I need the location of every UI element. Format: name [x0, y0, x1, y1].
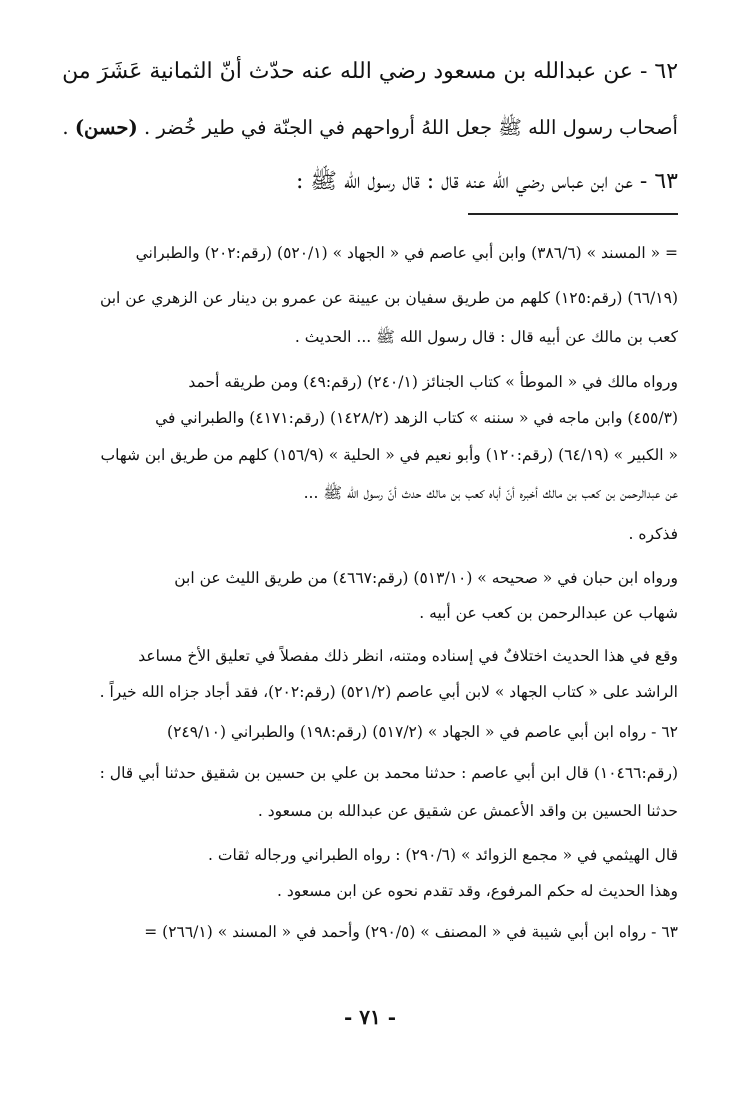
- hadith-62-text: أصحاب رسول الله ﷺ جعل اللهُ أرواحهم في الجنّة في طير خُضر .: [143, 116, 678, 139]
- hadith-62-line-2: [62, 108, 678, 148]
- footnote-line: الراشد على « كتاب الجهاد » لابن أبي عاصم (٥٢١/٢) (رقم:٢٠٢)، فقد أجاد جزاه الله خيراً .: [99, 683, 678, 701]
- footnote-line: (٤٥٥/٣) وابن ماجه في « سننه » كتاب الزهد (١٤٢٨/٢) (رقم:٤١٧١) والطبراني في: [155, 409, 678, 427]
- hadith-63-line-1: ٦٣ - عن ابن عباس رضي الله عنه قال : قال رسول الله ﷺ :: [296, 169, 678, 194]
- footnote-line: ورواه ابن حبان في « صحيحه » (٥١٣/١٠) (رقم:٤٦٦٧) من طريق الليث عن ابن: [174, 569, 678, 587]
- hadith-grade: (حسن): [74, 116, 138, 139]
- footnote-line: شهاب عن عبدالرحمن بن كعب عن أبيه .: [419, 604, 678, 622]
- footnote-line: وقع في هذا الحديث اختلافٌ في إسناده ومتنه، انظر ذلك مفصلاً في تعليق الأخ مساعد: [138, 647, 678, 665]
- footnote-line: = « المسند » (٣٨٦/٦) وابن أبي عاصم في « الجهاد » (٥٢٠/١) (رقم:٢٠٢) والطبراني: [135, 244, 678, 262]
- footnote-line: (رقم:١٠٤٦٦) قال ابن أبي عاصم : حدثنا محمد بن علي بن حسين بن شقيق حدثنا أبي قال :: [99, 764, 678, 782]
- footnote-line: ٦٣ - رواه ابن أبي شيبة في « المصنف » (٢٩٠/٥) وأحمد في « المسند » (٢٦٦/١) =: [144, 923, 678, 941]
- footnote-line: (٦٦/١٩) (رقم:١٢٥) كلهم من طريق سفيان بن عيينة عن عمرو بن دينار عن الزهري عن ابن: [99, 289, 678, 307]
- footnote-line: وهذا الحديث له حكم المرفوع، وقد تقدم نحوه عن ابن مسعود .: [277, 882, 678, 900]
- footnote-line: فذكره .: [628, 525, 678, 543]
- footnote-divider: [468, 213, 678, 215]
- page-number: - ٧١ -: [343, 1005, 396, 1029]
- hadith-62-end: .: [62, 116, 69, 139]
- footnote-line: حدثنا الحسين بن واقد الأعمش عن شقيق عن عبدالله بن مسعود .: [257, 802, 678, 820]
- footnote-line: قال الهيثمي في « مجمع الزوائد » (٢٩٠/٦) : رواه الطبراني ورجاله ثقات .: [208, 846, 678, 864]
- hadith-62-line-1: ٦٢ - عن عبدالله بن مسعود رضي الله عنه حدّث أنّ الثمانية عَشَرَ من: [62, 59, 678, 84]
- footnote-line: ورواه مالك في « الموطأ » كتاب الجنائز (٢٤٠/١) (رقم:٤٩) ومن طريقه أحمد: [188, 373, 678, 391]
- footnote-line: « الكبير » (٦٤/١٩) (رقم:١٢٠) وأبو نعيم في « الحلية » (١٥٦/٩) كلهم من طريق ابن شهاب: [100, 446, 678, 464]
- footnote-line: ٦٢ - رواه ابن أبي عاصم في « الجهاد » (٥١٧/٢) (رقم:١٩٨) والطبراني (٢٤٩/١٠): [167, 723, 678, 741]
- footnote-line: عن عبدالرحمن بن كعب بن مالك أخبره أنّ أباه كعب بن مالك حدث أنّ رسول الله ﷺ ...: [303, 484, 678, 502]
- footnote-line: كعب بن مالك عن أبيه قال : قال رسول الله ﷺ ... الحديث .: [294, 328, 678, 346]
